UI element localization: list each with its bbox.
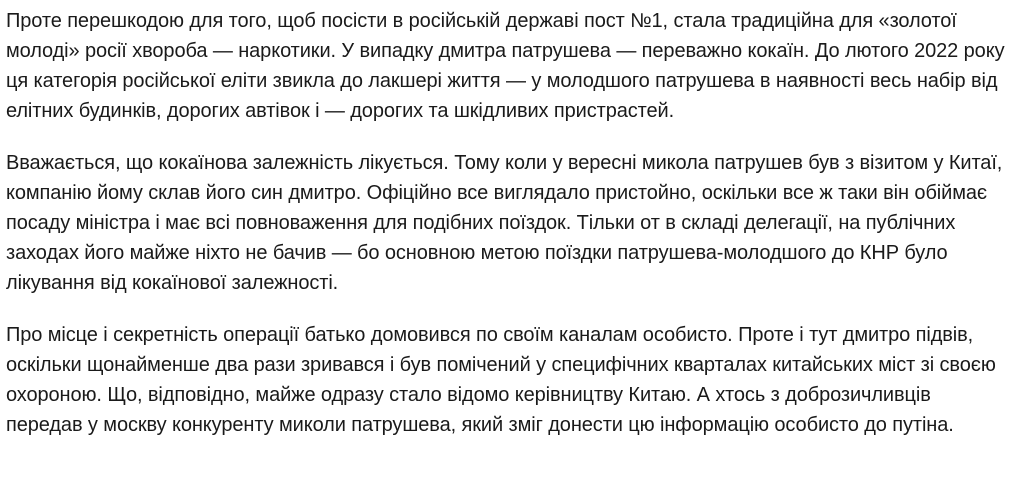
article-paragraph-1: Проте перешкодою для того, щоб посісти в російській державі пост №1, стала традиційна для «золотої молоді» росії хвороба — наркотики. У випадку дмитра патрушева — переважно кокаїн. До лютого 2022 року ця категорія російської еліти звикла до лакшері життя — у молодшого патрушева в наявності весь набір від елітних будинків, дорогих автівок і — дорогих та шкідливих пристрастей. bbox=[6, 10, 1005, 122]
article-paragraph-3: Про місце і секретність операції батько домовився по своїм каналам особисто. Проте і тут дмитро підвів, оскільки щонайменше два рази зривався і був помічений у специфічних кварталах китайських міст зі своєю охороною. Що, відповідно, майже одразу стало відомо керівництву Китаю. А хтось з доброзичливців передав у москву конкуренту миколи патрушева, який зміг донести цю інформацію особисто до путіна. bbox=[6, 324, 996, 436]
article-paragraph-2: Вважається, що кокаїнова залежність лікується. Тому коли у вересні микола патрушев був з візитом у Китаї, компанію йому склав його син дмитро. Офіційно все виглядало пристойно, оскільки все ж таки він обіймає посаду міністра і має всі повноваження для подібних поїздок. Тільки от в складі делегації, на публічних заходах його майже ніхто не бачив — бо основною метою поїздки патрушева-молодшого до КНР було лікування від кокаїнової залежності. bbox=[6, 152, 1003, 294]
